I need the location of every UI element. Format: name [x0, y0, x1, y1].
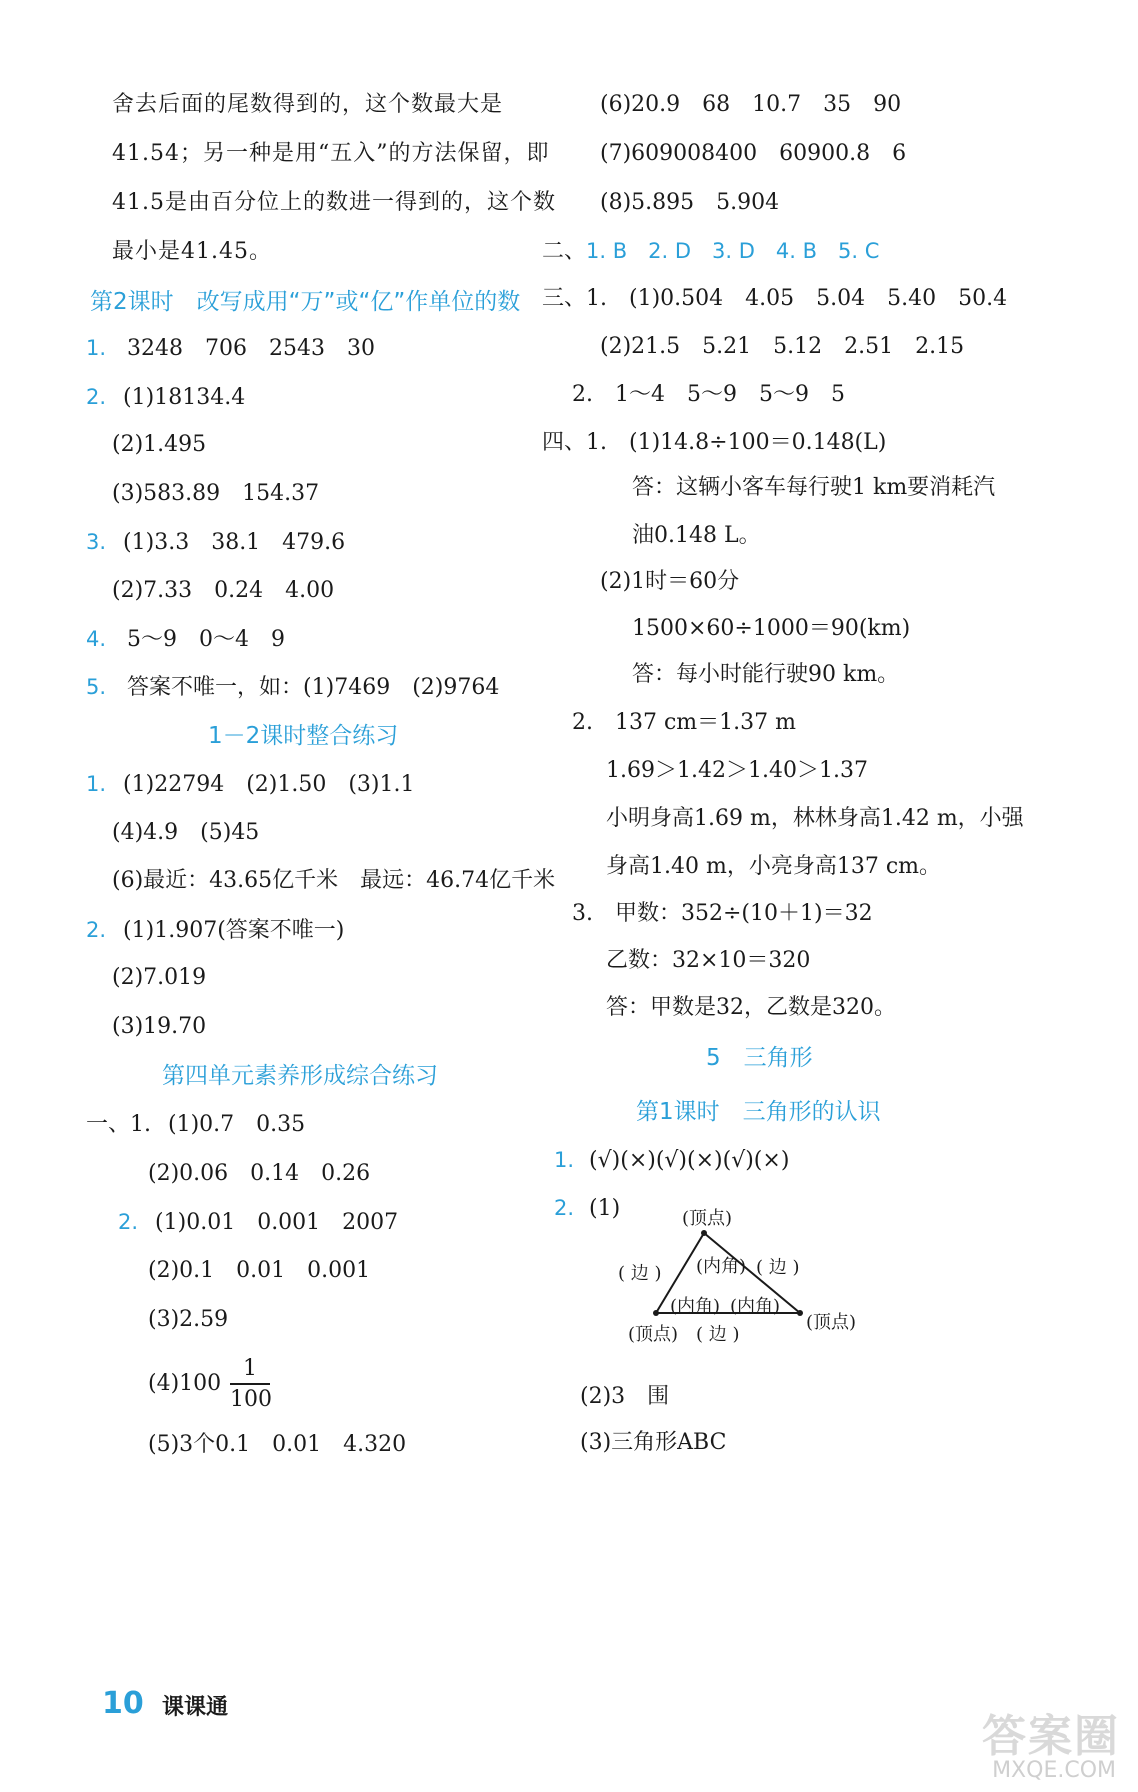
answer-line — [118, 1207, 398, 1238]
answer-line: (2)0.1 0.01 0.001 — [148, 1258, 371, 1283]
answer-line: (2)1时＝60分 — [600, 569, 740, 594]
answer-line: (2)0.06 0.14 0.26 — [148, 1161, 371, 1186]
item-number: 1. — [86, 336, 107, 360]
book-title: 课课通 — [162, 1695, 229, 1720]
item-number: 1. — [554, 1148, 575, 1172]
answer-line: 答：每小时能行驶90 km。 — [632, 662, 900, 687]
answer-line: (2)1.495 — [112, 432, 207, 457]
answer-text: (√)(×)(√)(×)(√)(×) — [589, 1148, 790, 1173]
tri-bottom-right-vertex: (顶点) — [806, 1312, 857, 1333]
tri-left-edge: ( 边 ) — [618, 1263, 662, 1284]
answer-line: (7)609008400 60900.8 6 — [600, 141, 907, 166]
tri-bottom-left-vertex: (顶点) — [628, 1324, 679, 1345]
item-number: 2. — [118, 1210, 139, 1234]
answer-line — [554, 1145, 789, 1176]
answer-line: (3)19.70 — [112, 1014, 207, 1039]
answer-line: 2. 1～4 5～9 5～9 5 — [572, 382, 845, 407]
answer-line: (6)最近：43.65亿千米 最远：46.74亿千米 — [112, 868, 556, 893]
answer-line — [600, 90, 901, 120]
page-number: 10 — [102, 1686, 144, 1721]
part-number: 三、 — [542, 286, 587, 311]
answer-text: (1)18134.4 — [123, 385, 246, 410]
answer-line: (2)7.33 0.24 4.00 — [112, 578, 335, 603]
answer-text: (1)1.907(答案不唯一) — [123, 918, 345, 943]
item-number: 一、1. — [86, 1112, 151, 1137]
answer-line — [554, 1193, 620, 1224]
watermark-logo: 答案圈 — [982, 1711, 1120, 1762]
item-number: 3. — [86, 530, 107, 554]
answer-text: 1. (1)14.8÷100＝0.148(L) — [586, 430, 887, 455]
part-number: 四、 — [542, 430, 587, 455]
answer-text: 答案不唯一，如：(1)7469 (2)9764 — [127, 675, 500, 700]
section-heading: 第2课时 改写成用“万”或“亿”作单位的数 — [90, 289, 521, 315]
tri-bottom-left-angle: (内角) — [670, 1296, 721, 1317]
fraction-numerator: 1 — [243, 1356, 257, 1381]
fraction-bar — [230, 1383, 270, 1385]
answer-line: 小明身高1.69 m，林林身高1.42 m，小强 — [606, 806, 1024, 831]
tri-top-angle: (内角) — [696, 1256, 747, 1277]
answer-line: 3. 甲数：352÷(10＋1)＝32 — [572, 901, 873, 926]
answer-text: (1)22794 (2)1.50 (3)1.1 — [123, 772, 415, 797]
answer-line: 答：甲数是32，乙数是320。 — [606, 995, 896, 1020]
answer-text: (1)3.3 38.1 479.6 — [123, 530, 346, 555]
answer-text: (1)0.7 0.35 — [168, 1112, 306, 1137]
answer-line: 身高1.40 m，小亮身高137 cm。 — [606, 854, 942, 879]
tri-bottom-right-angle: (内角) — [730, 1296, 781, 1317]
answer-text: 3248 706 2543 30 — [127, 336, 376, 361]
answer-line: 2. 137 cm＝1.37 m — [572, 710, 796, 735]
answer-line: (4)4.9 (5)45 — [112, 820, 260, 845]
item-number: 2. — [86, 385, 107, 409]
tri-top-vertex: (顶点) — [682, 1208, 733, 1229]
para-line-4: 最小是41.45。 — [112, 239, 272, 264]
vertex-dot — [797, 1310, 803, 1316]
item-number: 4. — [86, 627, 107, 651]
answer-line: (8)5.895 5.904 — [600, 190, 780, 215]
item-number: 5. — [86, 675, 107, 699]
tri-right-edge: ( 边 ) — [756, 1257, 800, 1278]
answer-text: 1. B 2. D 3. D 4. B 5. C — [586, 239, 880, 263]
para-line-2: 41.54；另一种是用“五入”的方法保留，即 — [112, 141, 550, 166]
chapter-heading: 5 三角形 — [706, 1045, 813, 1071]
answer-line — [542, 284, 1007, 314]
fraction — [230, 1356, 270, 1412]
answer-line — [542, 428, 886, 458]
answer-line — [86, 527, 345, 558]
answer-line: (2)7.019 — [112, 965, 207, 990]
answer-line: 答：这辆小客车每行驶1 km要消耗汽 — [632, 475, 996, 500]
answer-line: (5)3个0.1 0.01 4.320 — [148, 1432, 407, 1457]
part-number: 二、 — [542, 239, 587, 264]
vertex-dot — [701, 1230, 707, 1236]
answer-line: (4)100 — [148, 1371, 222, 1396]
answer-text: 5～9 0～4 9 — [127, 627, 286, 652]
answer-text: (6)20.9 68 10.7 35 90 — [600, 92, 902, 117]
answer-line — [542, 236, 879, 267]
answer-line: (2)3 围 — [580, 1384, 670, 1409]
answer-text: (1)0.01 0.001 2007 — [155, 1210, 399, 1235]
section-heading: 第1课时 三角形的认识 — [636, 1099, 881, 1125]
watermark-url: MXQE.COM — [992, 1758, 1116, 1783]
answer-text: (1) — [589, 1196, 621, 1221]
section-heading: 第四单元素养形成综合练习 — [162, 1063, 438, 1089]
para-line-3: 41.5是由百分位上的数进一得到的，这个数 — [112, 190, 556, 215]
answer-line: (3)2.59 — [148, 1307, 229, 1332]
answer-line: (3)三角形ABC — [580, 1430, 727, 1455]
tri-bottom-edge: ( 边 ) — [696, 1324, 740, 1345]
answer-line — [86, 1110, 305, 1140]
answer-line: (2)21.5 5.21 5.12 2.51 2.15 — [600, 334, 965, 359]
answer-line: 1500×60÷1000＝90(km) — [632, 616, 911, 641]
vertex-dot — [653, 1310, 659, 1316]
answer-line: 油0.148 L。 — [632, 523, 761, 548]
item-number: 1. — [86, 772, 107, 796]
answer-line: (3)583.89 154.37 — [112, 481, 320, 506]
answer-line — [86, 915, 344, 946]
answer-line — [86, 333, 375, 364]
item-number: 2. — [554, 1196, 575, 1220]
fraction-denominator: 100 — [230, 1387, 272, 1412]
answer-text: 1. (1)0.504 4.05 5.04 5.40 50.4 — [586, 286, 1008, 311]
answer-line — [86, 769, 415, 800]
answer-line — [86, 624, 285, 655]
para-line-1: 舍去后面的尾数得到的，这个数最大是 — [112, 92, 504, 117]
answer-line — [86, 382, 245, 413]
section-heading: 1－2课时整合练习 — [208, 723, 399, 749]
item-number: 2. — [86, 918, 107, 942]
answer-line: 乙数：32×10＝320 — [606, 948, 811, 973]
answer-line — [86, 672, 499, 703]
answer-line: 1.69＞1.42＞1.40＞1.37 — [606, 758, 868, 783]
